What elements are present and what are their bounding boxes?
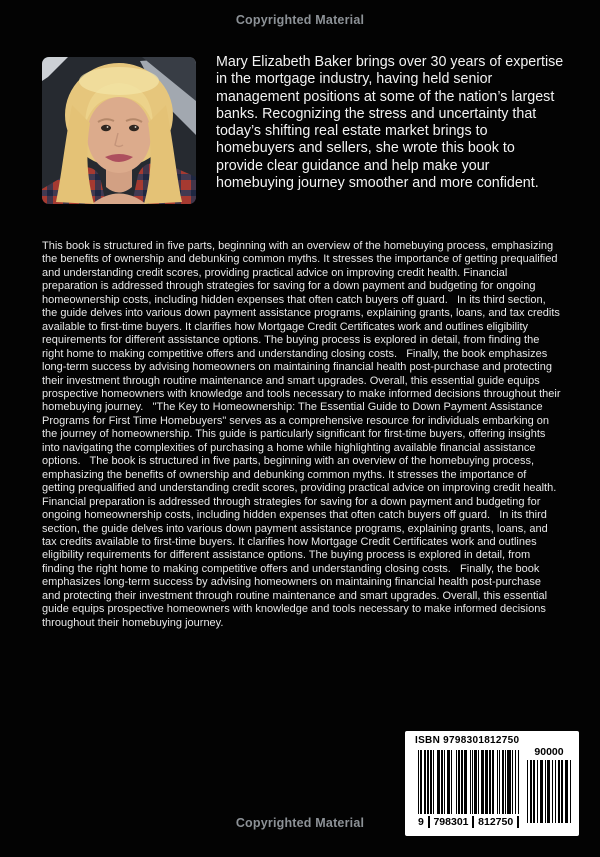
barcode-digit-group: 812750 — [478, 816, 514, 828]
barcode-digit-group: 9 — [418, 816, 424, 828]
author-photo-image — [42, 57, 196, 204]
author-photo — [42, 57, 196, 204]
ean-barcode-bars — [418, 750, 519, 814]
price-code: 90000 — [534, 746, 564, 758]
isbn-label: ISBN 9798301812750 — [415, 735, 520, 746]
author-bio-text: Mary Elizabeth Baker brings over 30 years of expertise in the mortgage industry, having held senior management positions at some of the nation’s largest banks. Recognizing the stress and uncertainty that today’s shifting real estate market brings to homebuyers and sellers, she wrote this book to provide clear guidance and help make your homebuying journey smoother and more confident. — [216, 54, 564, 192]
price-barcode-bars — [527, 760, 571, 823]
barcode-digit-group: 798301 — [433, 816, 469, 828]
copyright-watermark-top: Copyrighted Material — [235, 13, 365, 27]
copyright-watermark-bottom: Copyrighted Material — [235, 816, 365, 830]
book-description-text: This book is structured in five parts, beginning with an overview of the homebuying process, emphasizing the benefits of ownership and debunking common myths. It stresses the importance of getting prequalified and understanding credit scores, providing practical advice on improving credit health. Financial preparation is addressed through strategies for saving for a down payment and budgeting for ongoing homeownership costs, including hidden expenses that often catch buyers off guard. In its third section, the guide delves into various down payment assistance programs, explaining grants, loans, and tax credits available to first-time buyers. It clarifies how Mortgage Credit Certificates work and outlines eligibility requirements for different assistance options. The buying process is explored in detail, from finding the right home to making competitive offers and understanding closing costs. Finally, the book emphasizes long-term success by advising homeowners on maintaining financial health post-purchase and protecting their investment through routine maintenance and smart upgrades. Overall, this essential guide equips prospective homeowners with knowledge and tools necessary to make informed decisions throughout their homebuying journey. "The Key to Homeownership: The Essential Guide to Down Payment Assistance Programs for First Time Homebuyers" serves as a comprehensive resource for individuals embarking on the journey of homeownership. This guide is particularly significant for first-time buyers, offering insights into navigating the complexities of purchasing a home while highlighting available financial assistance options. The book is structured in five parts, beginning with an overview of the homebuying process, emphasizing the benefits of ownership and debunking common myths. It stresses the importance of getting prequalified and understanding credit scores, providing practical advice on improving credit health. Financial preparation is addressed through strategies for saving for a down payment and budgeting for ongoing homeownership costs, including hidden expenses that often catch buyers off guard. In its third section, the guide delves into various down payment assistance programs, explaining grants, loans, and tax credits available to first-time buyers. It clarifies how Mortgage Credit Certificates work and outlines eligibility requirements for different assistance options. The buying process is explored in detail, from finding the right home to making competitive offers and understanding closing costs. Finally, the book emphasizes long-term success by advising homeowners on maintaining financial health post-purchase and protecting their investment through routine maintenance and smart upgrades. Overall, this essential guide equips prospective homeowners with knowledge and tools necessary to make informed decisions throughout their homebuying journey. — [42, 240, 564, 629]
